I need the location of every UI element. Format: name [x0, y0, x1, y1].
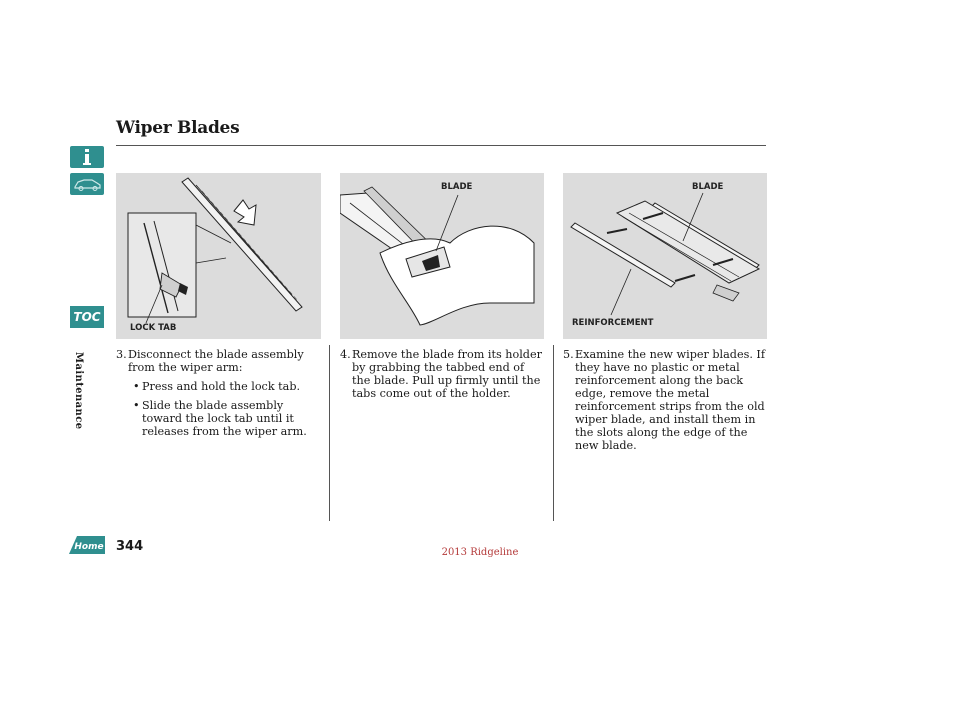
bullet-dot: • — [133, 380, 140, 393]
step-4 — [340, 348, 544, 400]
step-text: Remove the blade from its holder by grabbing the tabbed end of the blade. Pull up firmly until the tabs come out of the holder. — [352, 348, 542, 400]
step-number: 4. — [340, 348, 351, 361]
car-button[interactable] — [70, 173, 104, 195]
reinforcement-illustration — [563, 173, 767, 339]
step-number: 3. — [116, 348, 127, 361]
home-label: Home — [74, 542, 104, 552]
callout-lock-tab: LOCK TAB — [130, 323, 177, 333]
figure-lock-tab — [116, 173, 321, 339]
footer-text: 2013 Ridgeline — [441, 547, 519, 558]
step-text: Disconnect the blade assembly from the wiper arm: — [128, 348, 304, 374]
callout-reinforcement: REINFORCEMENT — [572, 318, 654, 328]
bullet-text: Slide the blade assembly toward the lock tab until it releases from the wiper arm. — [142, 399, 307, 438]
wiper-arm-illustration — [116, 173, 321, 339]
callout-blade: BLADE — [441, 182, 473, 192]
figure-reinforcement — [563, 173, 767, 339]
column-divider — [553, 345, 554, 521]
car-icon — [70, 173, 104, 195]
page-number: 344 — [116, 539, 144, 554]
section-label: Maintenance — [73, 352, 84, 430]
column-divider — [329, 345, 330, 521]
step-5 — [563, 348, 767, 452]
bullet-dot: • — [133, 399, 140, 412]
step-number: 5. — [563, 348, 574, 361]
bullet-item — [133, 380, 324, 393]
blade-removal-illustration — [340, 173, 544, 339]
bullet-item — [133, 399, 324, 438]
page-title: Wiper Blades — [116, 118, 240, 138]
bullet-text: Press and hold the lock tab. — [142, 380, 301, 393]
callout-blade-top: BLADE — [692, 182, 724, 192]
step-3 — [116, 348, 324, 438]
header-rule — [116, 145, 766, 146]
info-icon — [70, 146, 104, 168]
figure-blade-holder — [340, 173, 544, 339]
info-button[interactable] — [70, 146, 104, 168]
toc-button[interactable]: TOC — [70, 306, 104, 328]
step-text: Examine the new wiper blades. If they have no plastic or metal reinforcement along the back edge, remove the metal reinforcement strips from the old wiper blade, and install them in the slots along the edge of the new blade. — [575, 348, 765, 452]
